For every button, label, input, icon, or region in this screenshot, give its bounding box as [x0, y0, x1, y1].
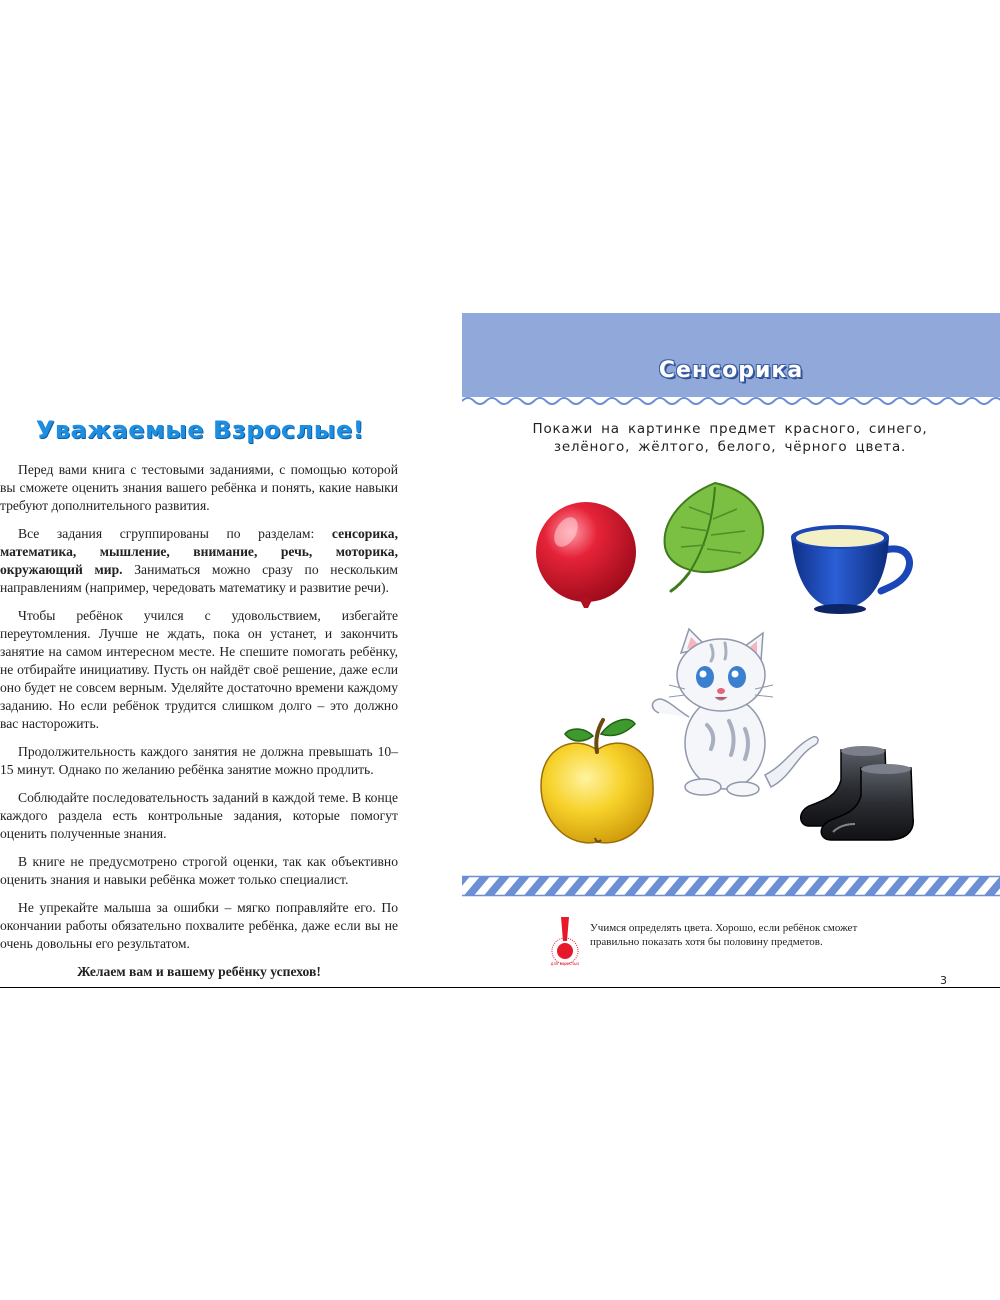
intro-paragraph-2 — [0, 525, 398, 597]
instruction-line-1: Покажи на картинке предмет красного, синего, — [532, 421, 928, 437]
task-instruction — [520, 420, 940, 456]
instruction-line-2: зелёного, жёлтого, белого, чёрного цвета. — [553, 439, 907, 455]
green-leaf-picture — [655, 475, 773, 595]
intro-paragraph-1: Перед вами книга с тестовыми заданиями, с помощью которой вы сможете оценить знания вашего ребёнка и понять, какие навыки требуют дополнительного развития. — [0, 462, 398, 513]
intro-paragraph-5: Соблюдайте последовательность заданий в каждой теме. В конце каждого раздела есть контрольные задания, которые помогут оценить полученные знания. — [0, 790, 398, 841]
intro-paragraph-7: Не упрекайте малыша за ошибки – мягко поправляйте его. По окончании работы обязательно похвалите ребёнка, даже если вы не очень довольны его результатом. — [0, 900, 398, 951]
intro-text — [0, 461, 398, 991]
parent-note: Учимся определять цвета. Хорошо, если ребёнок сможет правильно показать хотя бы половину предметов. — [590, 922, 858, 948]
striped-divider — [462, 874, 1000, 898]
red-balloon-picture — [530, 500, 648, 615]
intro-paragraph-3: Чтобы ребёнок учился с удовольствием, избегайте переутомления. Лучше не ждать, пока он устанет, и закончить занятие на самом интересном месте. Не спешите помогать ребёнку, не отбирайте инициативу. Пусть он найдёт своё решение, даже если оно будет не совсем верным. Уделяйте достаточно времени каждому заданию. Но если ребёнок трудится слишком долго – это должно вас насторожить. — [0, 608, 398, 731]
note-icon-caption: для взрослых — [550, 961, 580, 966]
closing-wish: Желаем вам и вашему ребёнку успехов! — [77, 964, 321, 979]
yellow-apple-picture — [535, 712, 660, 852]
page-number: 3 — [940, 974, 947, 987]
intro-paragraph-6: В книге не предусмотрено строгой оценки, так как объективно оценить знания и навыки ребёнка может только специалист. — [0, 854, 398, 887]
paragraph-2-sections: сенсорика, математика, мышление, внимание, речь, моторика, окружающий мир. — [0, 526, 398, 577]
blue-cup-picture — [785, 515, 920, 615]
bottom-rule — [0, 987, 1000, 988]
exclamation-icon — [550, 915, 580, 967]
wavy-divider — [462, 395, 1000, 407]
section-title: Сенсорика — [658, 358, 804, 383]
intro-paragraph-4: Продолжительность каждого занятия не должна превышать 10–15 минут. Однако по желанию ребёнка занятие можно продлить. — [0, 744, 398, 777]
black-boots-picture — [795, 740, 925, 845]
left-page-title: Уважаемые Взрослые! — [35, 416, 365, 444]
section-header-band — [462, 313, 1000, 397]
left-page — [0, 0, 460, 1300]
paragraph-2-before: Все задания сгруппированы по разделам: — [18, 526, 332, 541]
paragraph-2-after: Заниматься можно сразу по нескольким направлениям (например, чередовать математику и развитие речи). — [0, 562, 398, 595]
